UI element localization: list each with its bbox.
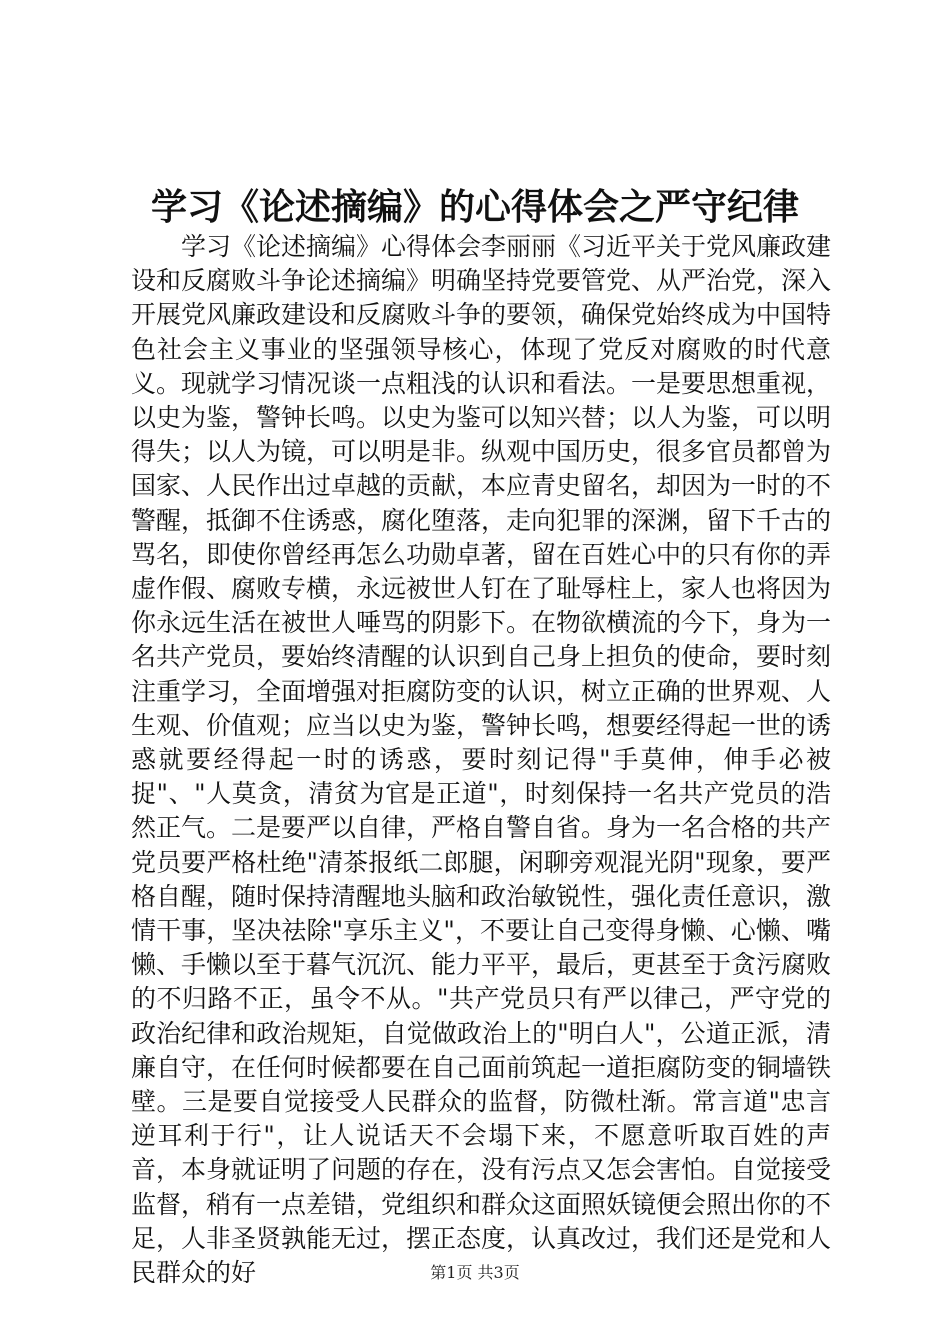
document-title: 学习《论述摘编》的心得体会之严守纪律	[150, 186, 799, 228]
page-indicator: 第1页 共3页	[430, 1263, 520, 1282]
document-body: 学习《论述摘编》心得体会李丽丽《习近平关于党风廉政建设和反腐败斗争论述摘编》明确坚持党要管党、从严治党，深入开展党风廉政建设和反腐败斗争的要领，确保党始终成为中国特色社会主义事业的坚强领导核心，体现了党反对腐败的时代意义。现就学习情况谈一点粗浅的认识和看法。一是要思想重视，以史为鉴，警钟长鸣。以史为鉴可以知兴替；以人为鉴，可以明得失；以人为镜，可以明是非。纵观中国历史，很多官员都曾为国家、人民作出过卓越的贡献，本应青史留名，却因为一时的不警醒，抵御不住诱惑，腐化堕落，走向犯罪的深渊，留下千古的骂名，即使你曾经再怎么功勋卓著，留在百姓心中的只有你的弄虚作假、腐败专横，永远被世人钉在了耻辱柱上，家人也将因为你永远生活在被世人唾骂的阴影下。在物欲横流的今下，身为一名共产党员，要始终清醒的认识到自己身上担负的使命，要时刻注重学习，全面增强对拒腐防变的认识，树立正确的世界观、人生观、价值观；应当以史为鉴，警钟长鸣，想要经得起一世的诱惑就要经得起一时的诱惑，要时刻记得"手莫伸，伸手必被捉"、"人莫贪，清贫为官是正道"，时刻保持一名共产党员的浩然正气。二是要严以自律，严格自警自省。身为一名合格的共产党员要严格杜绝"清茶报纸二郎腿，闲聊旁观混光阴"现象，要严格自醒，随时保持清醒地头脑和政治敏锐性，强化责任意识，激情干事，坚决祛除"享乐主义"，不要让自己变得身懒、心懒、嘴懒、手懒以至于暮气沉沉、能力平平，最后，更甚至于贪污腐败的不归路不正，虽令不从。"共产党员只有严以律己，严守党的政治纪律和政治规矩，自觉做政治上的"明白人"，公道正派，清廉自守，在任何时候都要在自己面前筑起一道拒腐防变的铜墙铁壁。三是要自觉接受人民群众的监督，防微杜渐。常言道"忠言逆耳利于行"，让人说话天不会塌下来，不愿意听取百姓的声音，本身就证明了问题的存在，没有污点又怎会害怕。自觉接受监督，稍有一点差错，党组织和群众这面照妖镜便会照出你的不足，人非圣贤孰能无过，摆正态度，认真改过，我们还是党和人民群众的好	[131, 232, 832, 1288]
